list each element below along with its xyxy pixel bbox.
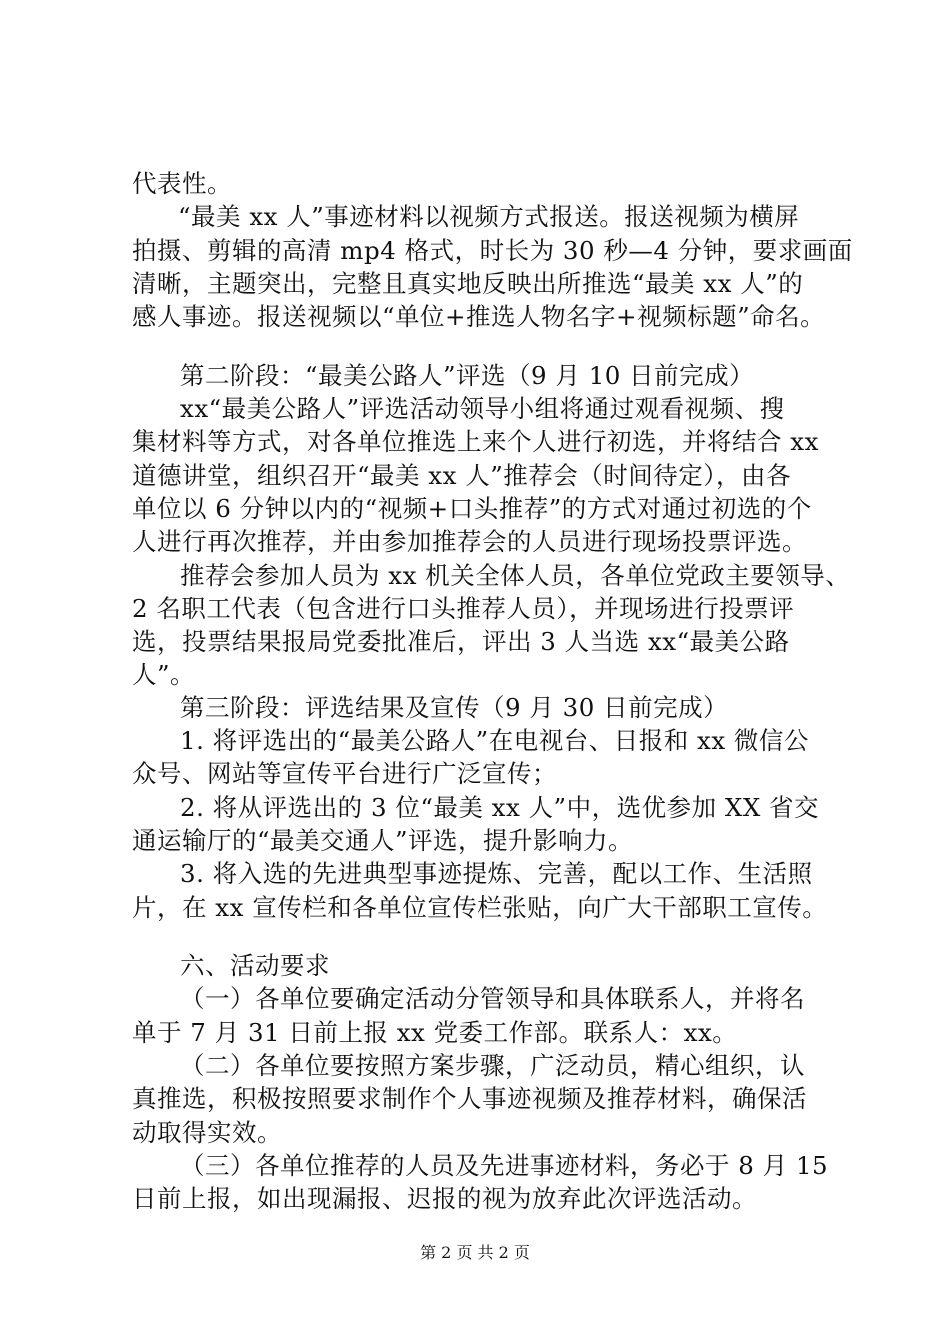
body-text-line: “最美 xx 人”事迹材料以视频方式报送。报送视频为横屏: [178, 202, 800, 232]
body-text-line: xx“最美公路人”评选活动领导小组将通过观看视频、搜: [180, 394, 785, 423]
list-item-line: 通运输厅的“最美交通人”评选，提升影响力。: [132, 826, 634, 855]
body-text-line: 清晰，主题突出，完整且真实地反映出所推选“最美 xx 人”的: [132, 268, 804, 298]
body-text-line: 2 名职工代表（包含进行口头推荐人员），并现场进行投票评: [132, 593, 795, 623]
body-text-line: 人”。: [132, 660, 196, 690]
body-text-line: （二）各单位要按照方案步骤，广泛动员，精心组织，认: [180, 1051, 805, 1080]
body-text-line: 真推选，积极按照要求制作个人事迹视频及推荐材料，确保活: [132, 1084, 807, 1114]
body-text-line: （三）各单位推荐的人员及先进事迹材料，务必于 8 月 15: [180, 1150, 829, 1180]
list-item-line: 1. 将评选出的“最美公路人”在电视台、日报和 xx 微信公: [180, 726, 809, 756]
list-item-line: 3. 将入选的先进典型事迹提炼、完善，配以工作、生活照: [180, 859, 813, 889]
section-heading: 六、活动要求: [180, 951, 330, 981]
page-footer: 第 2 页 共 2 页: [420, 1243, 530, 1262]
body-text-line: 道德讲堂，组织召开“最美 xx 人”推荐会（时间待定），由各: [132, 460, 792, 490]
body-text-line: 人进行再次推荐，并由参加推荐会的人员进行现场投票评选。: [132, 527, 807, 557]
body-text-line: 动取得实效。: [132, 1117, 282, 1147]
body-text-line: 选，投票结果报局党委批准后，评出 3 人当选 xx“最美公路: [132, 627, 790, 657]
body-text-line: 感人事迹。报送视频以“单位+推选人物名字+视频标题”命名。: [132, 302, 826, 332]
body-text-line: 集材料等方式，对各单位推选上来个人进行初选，并将结合 xx: [132, 427, 819, 457]
body-text-line: 代表性。: [132, 169, 232, 198]
body-text-line: 推荐会参加人员为 xx 机关全体人员，各单位党政主要领导、: [180, 560, 851, 590]
body-text-line: （一）各单位要确定活动分管领导和具体联系人，并将名: [180, 984, 805, 1014]
list-item-line: 片，在 xx 宣传栏和各单位宣传栏张贴，向广大干部职工宣传。: [132, 892, 828, 922]
body-text-line: 单位以 6 分钟以内的“视频+口头推荐”的方式对通过初选的个: [132, 493, 812, 523]
list-item-line: 众号、网站等宣传平台进行广泛宣传；: [132, 759, 557, 789]
section-heading: 第二阶段：“最美公路人”评选（9 月 10 日前完成）: [180, 360, 755, 390]
body-text-line: 单于 7 月 31 日前上报 xx 党委工作部。联系人：xx。: [132, 1017, 738, 1047]
list-item-line: 2. 将从评选出的 3 位“最美 xx 人”中，选优参加 XX 省交: [180, 792, 820, 822]
body-text-line: 日前上报，如出现漏报、迟报的视为放弃此次评选活动。: [132, 1184, 757, 1214]
section-heading: 第三阶段：评选结果及宣传（9 月 30 日前完成）: [180, 692, 729, 722]
body-text-line: 拍摄、剪辑的高清 mp4 格式，时长为 30 秒—4 分钟，要求画面: [132, 235, 853, 265]
